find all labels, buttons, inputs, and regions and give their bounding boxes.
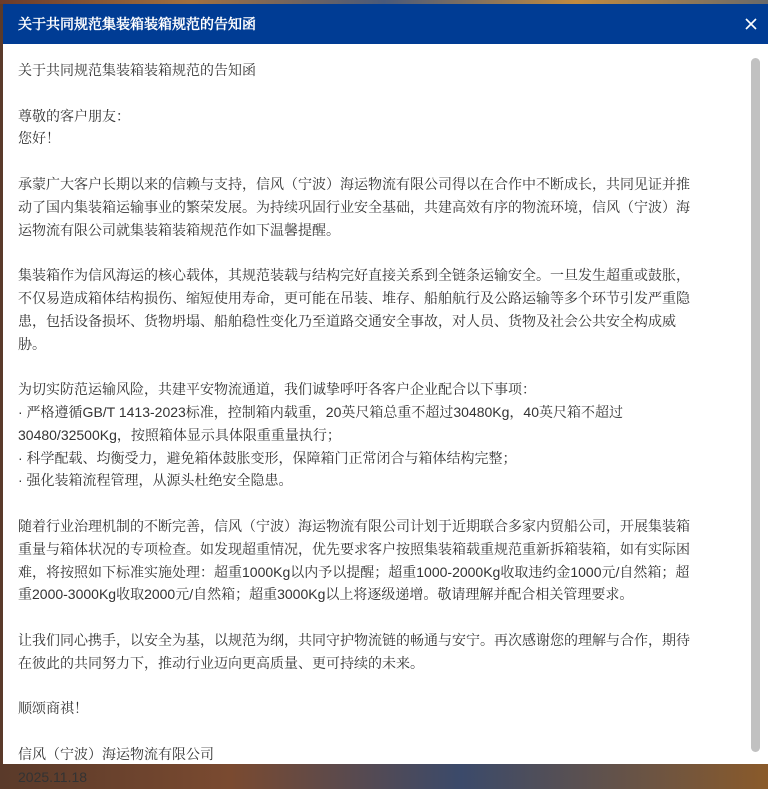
paragraph-closing-remarks: 让我们同心携手，以安全为基，以规范为纲，共同守护物流链的畅通与安宁。再次感谢您的理解与合作，期待在彼此的共同努力下，推动行业迈向更高质量、更可持续的未来。 [18, 631, 690, 671]
closing-phrase: 顺颂商祺！ [18, 700, 88, 717]
close-button[interactable] [734, 4, 768, 44]
dialog-body[interactable] [3, 44, 768, 785]
bullet-item: · 严格遵循GB/T 1413-2023标准，控制箱内载重，20英尺箱总重不超过30480Kg，40英尺箱不超过30480/32500Kg，按照箱体显示具体限重重量执行； [18, 403, 624, 443]
letter-heading: 关于共同规范集装箱装箱规范的告知函 [18, 62, 256, 78]
salutation: 尊敬的客户朋友： [18, 107, 130, 124]
letter-date: 2025.11.18 [18, 768, 88, 785]
greeting: 您好！ [18, 130, 60, 147]
bullet-item: · 科学配载、均衡受力，避免箱体鼓胀变形，保障箱门正常闭合与箱体结构完整； [18, 449, 517, 466]
dialog-title: 关于共同规范集装箱装箱规范的告知函 [18, 16, 256, 32]
paragraph-intro: 承蒙广大客户长期以来的信赖与支持，信风（宁波）海运物流有限公司得以在合作中不断成长，共同见证并推动了国内集装箱运输事业的繁荣发展。为持续巩固行业安全基础，共建高效有序的物流环境，信风（宁波）海运物流有限公司就集装箱装箱规范作如下温馨提醒。 [18, 175, 690, 238]
signature: 信风（宁波）海运物流有限公司 [18, 745, 214, 762]
letter-content [3, 44, 723, 789]
paragraph-inspection: 随着行业治理机制的不断完善，信风（宁波）海运物流有限公司计划于近期联合多家内贸船公司，开展集装箱重量与箱体状况的专项检查。如发现超重情况，优先要求客户按照集装箱载重规范重新拆箱装箱，如有实际困难，将按照如下标准实施处理：超重1000Kg以内予以提醒；超重1000-2000Kg收取违约金1000元/自然箱；超重2000-3000Kg收取2000元/自然箱；超重3000Kg以上将逐级递增。敬请理解并配合相关管理要求。 [18, 517, 690, 603]
dialog-header [3, 4, 768, 44]
close-icon [745, 18, 757, 30]
notice-dialog [3, 4, 768, 785]
paragraph-requests-intro: 为切实防范运输风险，共建平安物流通道，我们诚挚呼吁各客户企业配合以下事项： [18, 381, 536, 398]
bullet-item: · 强化装箱流程管理，从源头杜绝安全隐患。 [18, 472, 293, 489]
paragraph-risk: 集装箱作为信风海运的核心载体，其规范装载与结构完好直接关系到全链条运输安全。一旦发生超重或鼓胀，不仅易造成箱体结构损伤、缩短使用寿命，更可能在吊装、堆存、船舶航行及公路运输等多个环节引发严重隐患，包括设备损坏、货物坍塌、船舶稳性变化乃至道路交通安全事故，对人员、货物及社会公共安全构成威胁。 [18, 267, 690, 352]
scrollbar-thumb[interactable] [751, 58, 760, 752]
vertical-scrollbar[interactable] [751, 58, 760, 752]
